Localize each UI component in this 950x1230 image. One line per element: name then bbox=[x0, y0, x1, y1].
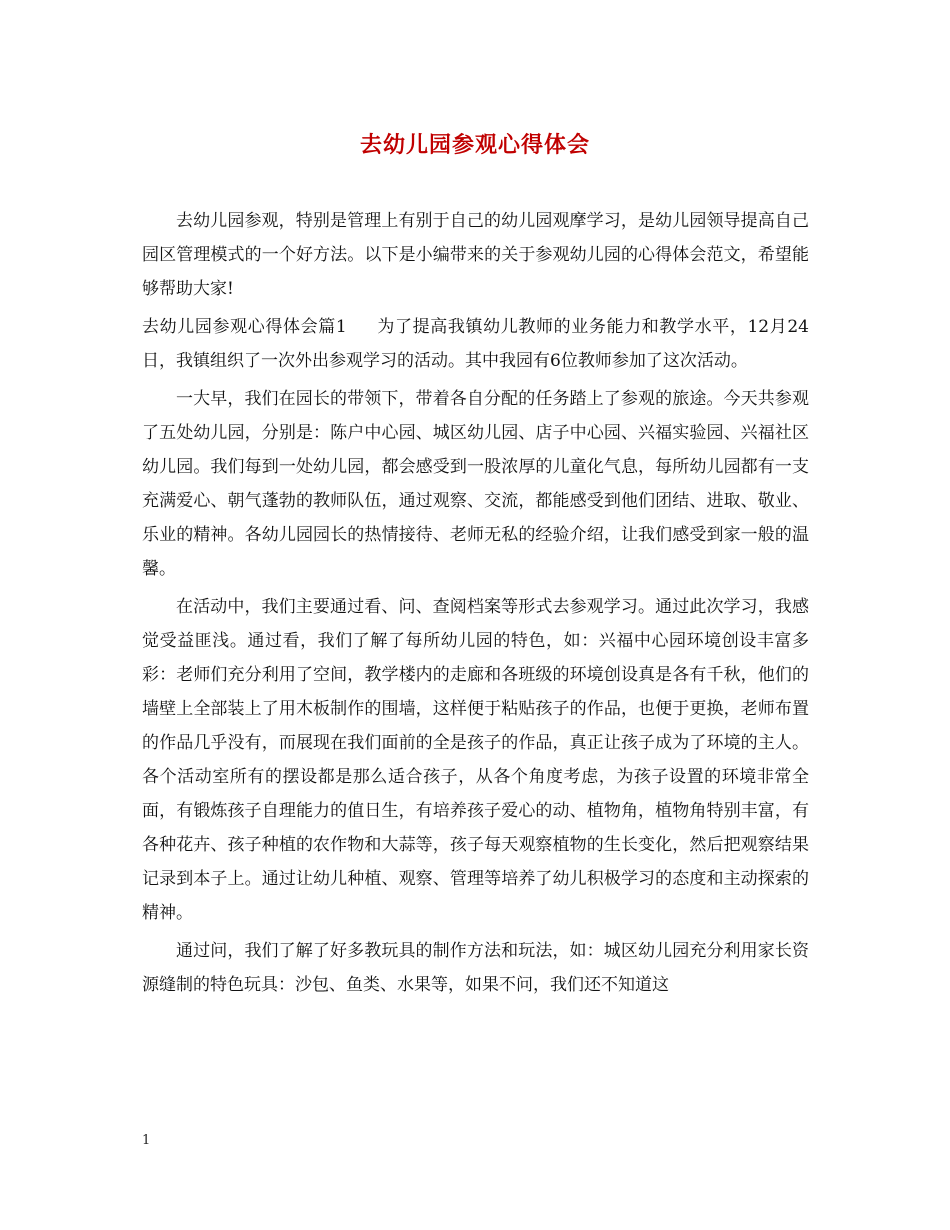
body-paragraph: 在活动中，我们主要通过看、问、查阅档案等形式去参观学习。通过此次学习，我感觉受益匪浅。通过看，我们了解了每所幼儿园的特色，如：兴福中心园环境创设丰富多彩：老师们充分利用了空间，教学楼内的走廊和各班级的环境创设真是各有千秋，他们的墙壁上全部装上了用木板制作的围墙，这样便于粘贴孩子的作品，也便于更换，老师布置的作品几乎没有，而展现在我们面前的全是孩子的作品，真正让孩子成为了环境的主人。各个活动室所有的摆设都是那么适合孩子，从各个角度考虑，为孩子设置的环境非常全面，有锻炼孩子自理能力的值日生，有培养孩子爱心的动、植物角，植物角特别丰富，有各种花卉、孩子种植的农作物和大蒜等，孩子每天观察植物的生长变化，然后把观察结果记录到本子上。通过让幼儿种植、观察、管理等培养了幼儿积极学习的态度和主动探索的精神。 bbox=[142, 597, 809, 923]
intro-paragraph: 去幼儿园参观，特别是管理上有别于自己的幼儿园观摩学习，是幼儿园领导提高自己园区管理模式的一个好方法。以下是小编带来的关于参观幼儿园的心得体会范文，希望能够帮助大家! bbox=[142, 211, 809, 299]
body-paragraph: 一大早，我们在园长的带领下，带着各自分配的任务踏上了参观的旅途。今天共参观了五处幼儿园，分别是：陈户中心园、城区幼儿园、店子中心园、兴福实验园、兴福社区幼儿园。我们每到一处幼儿园，都会感受到一股浓厚的儿童化气息，每所幼儿园都有一支充满爱心、朝气蓬勃的教师队伍，通过观察、交流，都能感受到他们团结、进取、敬业、乐业的精神。各幼儿园园长的热情接待、老师无私的经验介绍，让我们感受到家一般的温馨。 bbox=[142, 389, 809, 579]
body-paragraph: 通过问，我们了解了好多教玩具的制作方法和玩法，如：城区幼儿园充分利用家长资源缝制的特色玩具：沙包、鱼类、水果等，如果不问，我们还不知道这 bbox=[142, 941, 809, 995]
section-paragraph bbox=[142, 310, 809, 378]
section-text: 为了提高我镇幼儿教师的业务能力和教学水平，12月24日，我镇组织了一次外出参观学习的活动。其中我园有6位教师参加了这次活动。 bbox=[142, 317, 809, 371]
page-title: 去幼儿园参观心得体会 bbox=[359, 133, 590, 158]
document-body bbox=[142, 204, 809, 1006]
section-heading: 去幼儿园参观心得体会篇1 bbox=[142, 317, 347, 337]
page-number: 1 bbox=[142, 1133, 151, 1148]
